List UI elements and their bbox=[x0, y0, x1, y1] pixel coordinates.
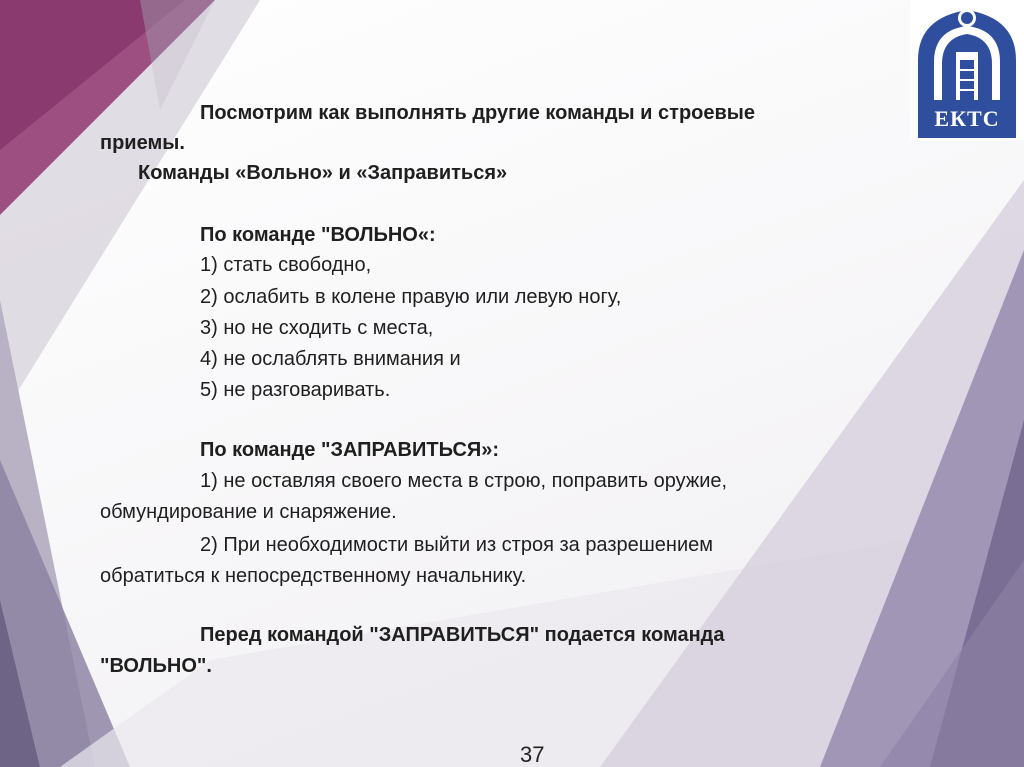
section1-heading: По команде "ВОЛЬНО«: bbox=[200, 224, 436, 246]
slide-subtitle: Команды «Вольно» и «Заправиться» bbox=[138, 162, 508, 184]
section2-item-2-line-1: 2) При необходимости выйти из строя за разрешением bbox=[200, 534, 714, 556]
section1-item-5: 5) не разговаривать. bbox=[200, 379, 391, 401]
section1-item-4: 4) не ослаблять внимания и bbox=[200, 348, 461, 370]
section2-heading bbox=[200, 435, 499, 465]
note-line-1: Перед командой "ЗАПРАВИТЬСЯ" подается команда bbox=[200, 624, 725, 646]
section2-item-1-line-1: 1) не оставляя своего места в строю, поправить оружие, bbox=[200, 470, 728, 492]
section2-item-2-line-2: обратиться к непосредственному начальнику. bbox=[100, 565, 527, 587]
note-line-2: "ВОЛЬНО". bbox=[100, 655, 212, 677]
intro-line-2: приемы. bbox=[100, 132, 185, 154]
section1-item-3: 3) но не сходить с места, bbox=[200, 317, 434, 339]
section2-item-1-line-2: обмундирование и снаряжение. bbox=[100, 501, 397, 523]
intro-line-1: Посмотрим как выполнять другие команды и строевые bbox=[200, 102, 755, 124]
section1-item-2: 2) ослабить в колене правую или левую ногу, bbox=[200, 286, 622, 308]
section1-item-1: 1) стать свободно, bbox=[200, 254, 372, 276]
page-number: 37 bbox=[520, 742, 545, 767]
logo-text: ЕКТС bbox=[934, 106, 1000, 131]
section2-heading-text: По команде "ЗАПРАВИТЬСЯ»: bbox=[200, 439, 500, 461]
